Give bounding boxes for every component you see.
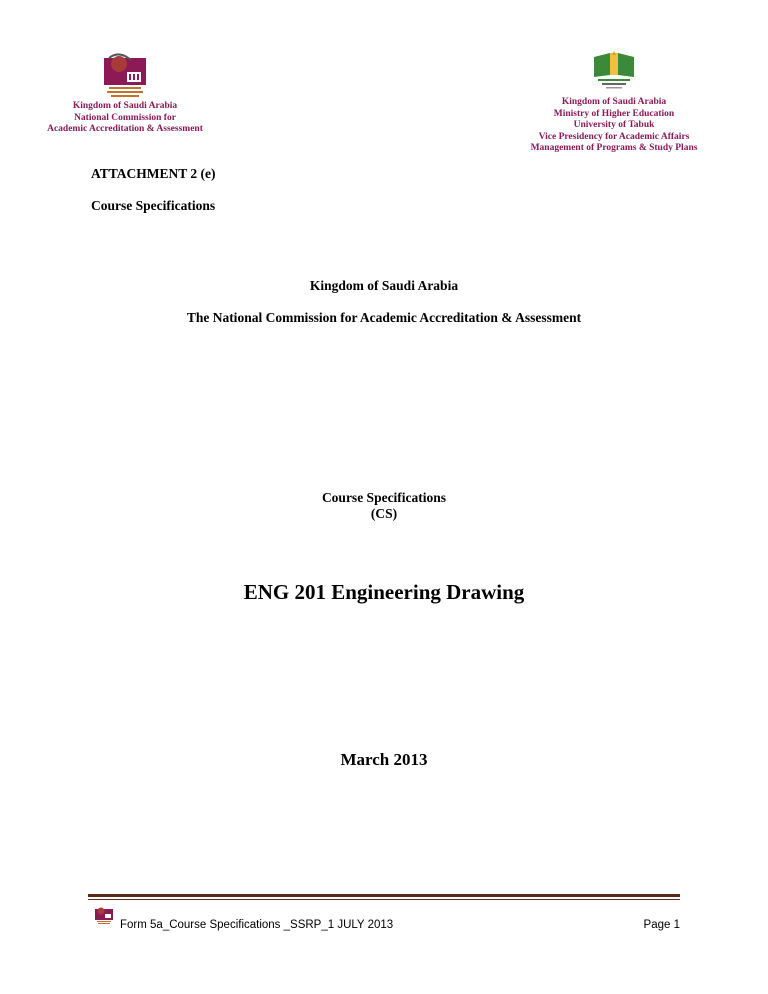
ncaaa-logo-icon [101, 52, 149, 100]
document-date: March 2013 [340, 750, 428, 769]
tabuk-header-line: University of Tabuk [573, 120, 655, 130]
attachment-subtitle: Course Specifications [91, 198, 216, 213]
tabuk-header-line: Management of Programs & Study Plans [530, 143, 698, 153]
tabuk-header-line: Kingdom of Saudi Arabia [561, 97, 667, 107]
tabuk-header-line: Ministry of Higher Education [553, 108, 675, 119]
document-type: Course Specifications [321, 490, 447, 505]
ncaaa-header-line: National Commission for [74, 112, 176, 123]
ncaaa-small-logo-icon [94, 906, 114, 926]
kingdom-heading: Kingdom of Saudi Arabia [309, 278, 459, 293]
ncaaa-header-line: Kingdom of Saudi Arabia [72, 101, 178, 111]
ncaaa-header-text [20, 101, 230, 136]
ncaaa-header-line: Academic Accreditation & Assessment [47, 124, 203, 134]
university-of-tabuk-logo-icon [588, 49, 640, 91]
tabuk-header-line: Vice Presidency for Academic Affairs [538, 131, 690, 142]
footer-form-text: Form 5a_Course Specifications _SSRP_1 JULY 2013 [120, 919, 394, 931]
footer-divider [88, 894, 680, 897]
course-title: ENG 201 Engineering Drawing [243, 580, 525, 604]
document-abbrev: (CS) [370, 506, 398, 521]
tabuk-header-text [500, 97, 728, 155]
commission-heading: The National Commission for Academic Accreditation & Assessment [186, 310, 582, 325]
footer-page-number: Page 1 [643, 919, 680, 931]
attachment-label: ATTACHMENT 2 (e) [91, 166, 216, 181]
footer-divider-thin [88, 899, 680, 900]
